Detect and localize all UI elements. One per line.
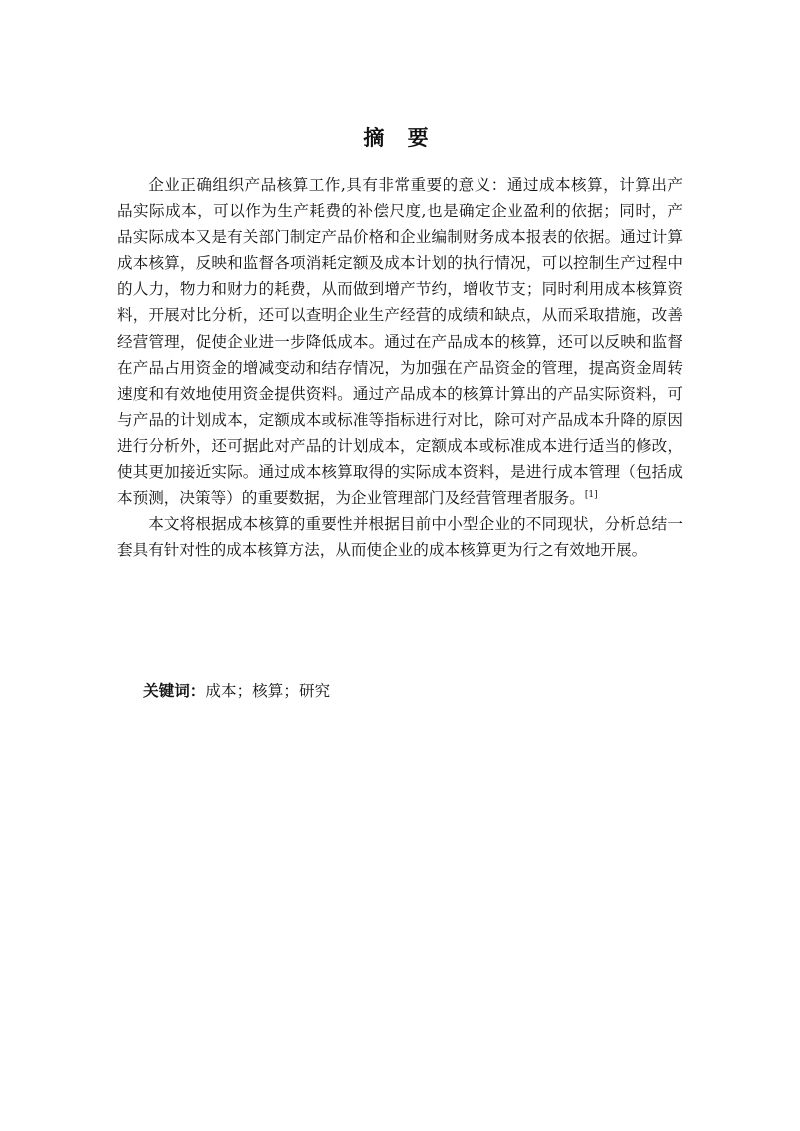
page-title: 摘 要	[363, 126, 437, 150]
abstract-paragraph-1-text: 企业正确组织产品核算工作,具有非常重要的意义：通过成本核算，计算出产品实际成本，可以作为生产耗费的补偿尺度,也是确定企业盈利的依据；同时，产品实际成本又是有关部门制定产品价格和企业编制财务成本报表的依据。通过计算成本核算，反映和监督各项消耗定额及成本计划的执行情况，可以控制生产过程中的人力，物力和财力的耗费，从而做到增产节约，增收节支；同时利用成本核算资料，开展对比分析，还可以查明企业生产经营的成绩和缺点，从而采取措施，改善经营管理，促使企业进一步降低成本。通过在产品成本的核算，还可以反映和监督在产品占用资金的增减变动和结存情况，为加强在产品资金的管理，提高资金周转速度和有效地使用资金提供资料。通过产品成本的核算计算出的产品实际资料，可与产品的计划成本，定额成本或标准等指标进行对比，除可对产品成本升降的原因进行分析外，还可据此对产品的计划成本，定额成本或标准成本进行适当的修改，使其更加接近实际。通过成本核算取得的实际成本资料，是进行成本管理（包括成本预测，决策等）的重要数据，为企业管理部门及经营管理者服务。	[117, 176, 683, 508]
abstract-body	[117, 172, 683, 563]
abstract-paragraph-2: 本文将根据成本核算的重要性并根据目前中小型企业的不同现状，分析总结一套具有针对性的成本核算方法，从而使企业的成本核算更为行之有效地开展。	[117, 515, 683, 560]
keywords-label: 关键词：	[143, 682, 206, 700]
keywords-value: 成本；核算；研究	[205, 682, 331, 700]
keywords-line	[143, 678, 330, 704]
abstract-paragraph-1	[117, 172, 683, 511]
citation-marker: [1]	[584, 489, 598, 500]
